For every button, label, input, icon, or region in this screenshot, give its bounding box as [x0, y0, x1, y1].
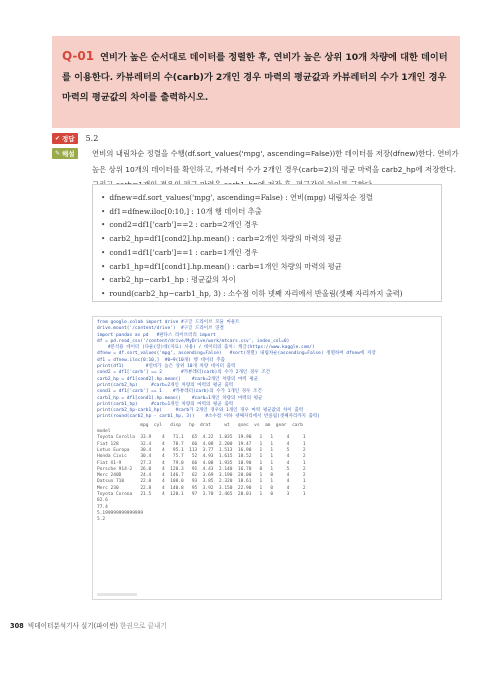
answer-tag [52, 133, 78, 144]
output-line: Fiat 128 32.4 4 78.7 66 4.08 2.200 19.47 1 1 4 1 [97, 441, 306, 447]
output-line: Fiat X1-9 27.3 4 79.0 66 4.08 1.935 18.90 1 1 4 1 [97, 460, 306, 466]
summary-item: • cond2=df1['carb']==2 : carb=2개인 경우 [101, 218, 441, 232]
output-block [93, 421, 441, 524]
code-line: cond2 = df1['carb'] == 2 #카뷰레터(carb)의 수가 2개인 경우 조건 [97, 370, 271, 376]
code-summary-list [93, 185, 441, 301]
code-block [93, 317, 441, 421]
code-line: df = pd.read_csv('/content/drive/MyDrive/work/mtcars.csv', index_col=0) [97, 338, 290, 344]
output-line: 5.2 [97, 517, 106, 523]
page-number: 308 [10, 622, 24, 630]
check-icon: ✔ [55, 134, 61, 142]
output-line: Honda Civic 30.4 4 75.7 52 4.93 1.615 18.52 1 1 4 2 [97, 454, 306, 460]
output-line: Lotus Europa 30.4 4 95.1 113 3.77 1.513 16.90 1 1 5 2 [97, 447, 306, 453]
pencil-icon: ✎ [55, 150, 61, 157]
code-line: cond1 = df1['carb'] == 1 #카뷰레터(carb)의 수가 1개인 경우 조건 [97, 389, 262, 395]
output-line: Toyota Corolla 33.9 4 71.1 65 4.22 1.835 19.90 1 1 4 1 [97, 435, 306, 441]
summary-item: • df1=dfnew.iloc[0:10,] : 10개 행 데이터 추출 [101, 205, 441, 219]
output-line: Toyota Corona 21.5 4 120.1 97 3.70 2.465 20.01 1 0 3 1 [97, 492, 306, 498]
summary-item: • carb2_hp=df1[cond2].hp.mean() : carb=2개인 차량의 마력의 평균 [101, 232, 441, 246]
code-line: print(round(carb2_hp - carb1_hp, 3)) #소수점 이하 넷째자리에서 반올림(셋째자리까지 출력) [97, 414, 320, 420]
question-box [52, 36, 460, 128]
summary-item: • dfnew=df.sort_values('mpg', ascending=False) : 연비(mpg) 내림차순 정렬 [101, 191, 441, 205]
output-line: model [97, 429, 111, 435]
explanation-text: 연비의 내림차순 정렬을 수행(df.sort_values('mpg', ascending=False))한 데이터를 저장(dfnew)한다. 연비가 높은 상위 10개의 데이터를 확인하고, 카뷰레터 수가 2개인 경우(carb=2)의 평균 마력을 carb2_hp에 저장한다. [92, 149, 459, 174]
question-text [62, 46, 452, 108]
question-body: 연비가 높은 순서대로 데이터를 정렬한 후, 연비가 높은 상위 10개 차량에 대한 데이터를 이용한다. 카뷰레터의 수(carb)가 2개인 경우 마력의 평균값과 카뷰레터의 수가 1개인 경우 마력의 평균값의 차이를 출력하시오. [62, 52, 448, 103]
question-badge: Q-01 [62, 49, 95, 63]
code-line: from google.colab import drive #구글 드라이브 모듈 마운트 [97, 320, 240, 325]
answer-label: 정답 [62, 134, 75, 143]
explanation-tag [52, 148, 78, 159]
output-line: Merc 240D 24.4 4 146.7 62 3.69 3.190 20.00 1 0 4 2 [97, 473, 306, 479]
answer-row [52, 132, 98, 144]
book-title: 빅데이터분석기사 실기(파이썬) [27, 622, 118, 630]
explanation-label: 해설 [62, 150, 75, 158]
output-line: 5.199999999999999 [97, 510, 144, 516]
output-line: mpg cyl disp hp drat wt qsec vs am gear carb [97, 422, 303, 428]
code-line: #분석용 데이터 (다운(장)대(자료) 사용) / 데이터의 출처: 캐글(https://www.kaggle.com/) [97, 345, 315, 351]
code-line: df1 = dfnew.iloc[0:10,] #0~9(10개) 행 데이터 추출 [97, 357, 225, 363]
output-line: Porsche 914-2 26.0 4 120.3 91 4.43 2.140 16.70 0 1 5 2 [97, 466, 306, 472]
answer-value: 5.2 [85, 133, 99, 143]
code-line: print(carb2_hp) #carb=2개인 차량의 마력의 평균 출력 [97, 382, 234, 388]
summary-item: • cond1=df1['carb']==1 : carb=1개인 경우 [101, 246, 441, 260]
horizontal-scrollbar[interactable] [97, 593, 137, 596]
code-screenshot [92, 316, 442, 600]
code-line: print(df1) #연비가 높은 상위 10개 차량 데이터 출력 [97, 364, 236, 370]
page-footer [10, 620, 167, 630]
code-line: drive.mount('/content/drive') #구글 드라이브 연결 [97, 326, 224, 332]
code-line: print(carb1_hp) #carb=1개인 차량의 마력의 평균 출력 [97, 401, 234, 407]
summary-item: • carb1_hp=df1[cond1].hp.mean() : carb=1개인 차량의 마력의 평균 [101, 260, 441, 274]
output-line: 82.6 [97, 498, 108, 504]
code-line: import pandas as pd #판다스 라이브러리 import [97, 332, 216, 338]
code-line: carb2_hp = df1[cond2].hp.mean() #carb=2개인 차량의 마력 평균 [97, 376, 259, 382]
code-summary-box [92, 184, 442, 302]
code-line: print(carb2_hp-carb1_hp) #carb가 2개인 경우와 1개인 경우 마력 평균값의 차이 출력 [97, 408, 304, 414]
book-subtitle: 한권으로 끝내기 [120, 622, 167, 630]
summary-item: • round(carb2_hp−carb1_hp, 3) : 소수점 이하 넷째 자리에서 반올림(셋째 자리까지 출력) [101, 287, 441, 301]
output-line: Datsun 710 22.8 4 108.0 93 3.85 2.320 18.61 1 1 4 1 [97, 479, 306, 485]
output-line: 77.4 [97, 504, 108, 510]
code-line: dfnew = df.sort_values('mpg', ascending=False) #sort(정렬) 내림차순(ascending=False) 정렬하여 dfnew에 저장 [97, 351, 376, 357]
summary-item: • carb2_hp−carb1_hp : 평균값의 차이 [101, 273, 441, 287]
code-line: carb1_hp = df1[cond1].hp.mean() #carb=1개인 차량의 마력의 평균 [97, 395, 263, 401]
output-line: Merc 230 22.8 4 140.8 95 3.92 3.150 22.90 1 0 4 2 [97, 485, 306, 491]
